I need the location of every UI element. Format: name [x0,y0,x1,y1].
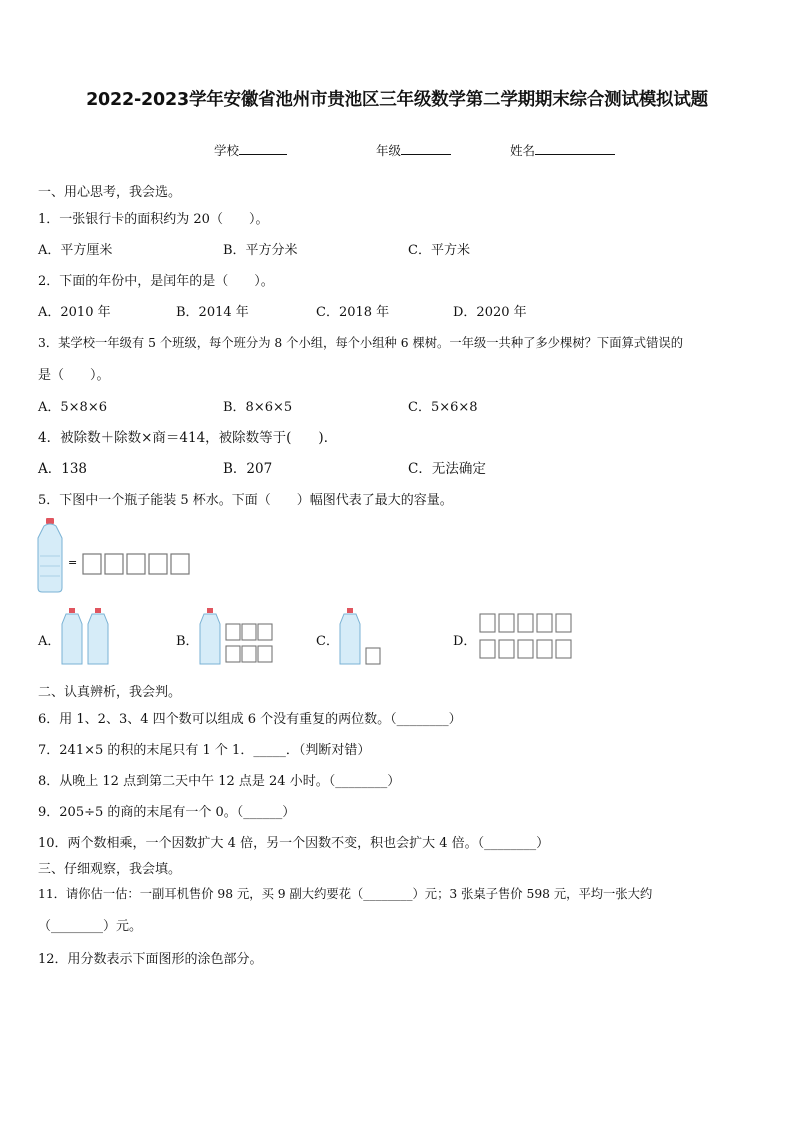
name-blank[interactable] [535,142,615,155]
q5-option-c[interactable]: C． [316,634,339,649]
question-8: 8．从晚上 12 点到第二天中午 12 点是 24 小时。（________） [38,774,401,789]
school-field [214,141,287,159]
cup-grid [226,624,272,662]
school-blank[interactable] [239,142,287,155]
page-title: 2022-2023学年安徽省池州市贵池区三年级数学第二学期期末综合测试模拟试题 [86,90,708,110]
question-1: 1．一张银行卡的面积约为 20（ ）。 [38,212,269,227]
question-5: 5．下图中一个瓶子能装 5 杯水。下面（ ）幅图代表了最大的容量。 [38,493,453,508]
question-7: 7．241×5 的积的末尾只有 1 个 1．_____．（判断对错） [38,743,371,758]
q3-option-b[interactable]: B．8×6×5 [223,400,293,415]
name-label: 姓名 [510,143,536,158]
q3-option-a[interactable]: A．5×8×6 [38,400,107,415]
q5-option-b-figure[interactable] [198,606,278,668]
bottle-icon [200,608,220,664]
question-3-line-1: 3．某学校一年级有 5 个班级，每个班分为 8 个小组，每个小组种 6 棵树。一年级一共种了多少棵树？下面算式错误的 [38,336,683,350]
bottle-icon [340,608,360,664]
grade-label: 年级 [376,143,402,158]
question-3-line-2: 是（ ）。 [38,368,110,383]
q4-option-c[interactable]: C．无法确定 [408,461,486,477]
section-heading-1: 一、用心思考，我会选。 [38,185,182,200]
q1-option-a[interactable]: A．平方厘米 [38,243,113,258]
question-12: 12．用分数表示下面图形的涂色部分。 [38,952,263,967]
q4-option-b[interactable]: B．207 [223,461,273,477]
q3-option-c[interactable]: C．5×6×8 [408,400,478,415]
q4-option-a[interactable]: A．138 [38,461,88,477]
bottle-icon [88,608,108,664]
section-heading-3: 三、仔细观察，我会填。 [38,862,182,877]
question-11-line-1: 11．请你估一估：一副耳机售价 98 元，买 9 副大约要花（________）元；3 张桌子售价 598 元，平均一张大约 [38,887,653,901]
bottle-icon [38,518,62,592]
section-heading-2: 二、认真辨析，我会判。 [38,685,182,700]
question-9: 9．205÷5 的商的末尾有一个 0。（______） [38,805,296,820]
q5-option-b[interactable]: B． [176,634,199,649]
q5-option-d-figure[interactable] [478,610,578,664]
q5-option-c-figure[interactable] [338,606,388,668]
q5-option-a-figure[interactable] [60,606,110,668]
question-11-line-2: （________）元。 [38,919,143,934]
q5-option-d[interactable]: D． [453,634,477,649]
grade-blank[interactable] [401,142,451,155]
cup-row [83,554,189,574]
grade-field [376,141,451,159]
q1-option-b[interactable]: B．平方分米 [223,243,298,258]
q5-reference-figure [38,516,198,596]
cup-icon [366,648,380,664]
question-4: 4．被除数＋除数×商＝414，被除数等于( )． [38,430,338,446]
school-label: 学校 [214,143,240,158]
q2-option-b[interactable]: B．2014 年 [176,305,249,320]
q2-option-c[interactable]: C．2018 年 [316,305,390,320]
cup-grid [480,614,571,658]
equals-sign: = [68,556,78,569]
q2-option-a[interactable]: A．2010 年 [38,305,111,320]
bottle-icon [62,608,82,664]
question-6: 6．用 1、2、3、4 四个数可以组成 6 个没有重复的两位数。（________） [38,712,462,727]
q5-option-a[interactable]: A． [38,634,61,649]
name-field [510,141,615,159]
question-10: 10．两个数相乘，一个因数扩大 4 倍，另一个因数不变，积也会扩大 4 倍。（________） [38,836,550,851]
q2-option-d[interactable]: D．2020 年 [453,305,527,320]
q1-option-c[interactable]: C．平方米 [408,243,470,258]
question-2: 2．下面的年份中，是闰年的是（ ）。 [38,274,274,289]
